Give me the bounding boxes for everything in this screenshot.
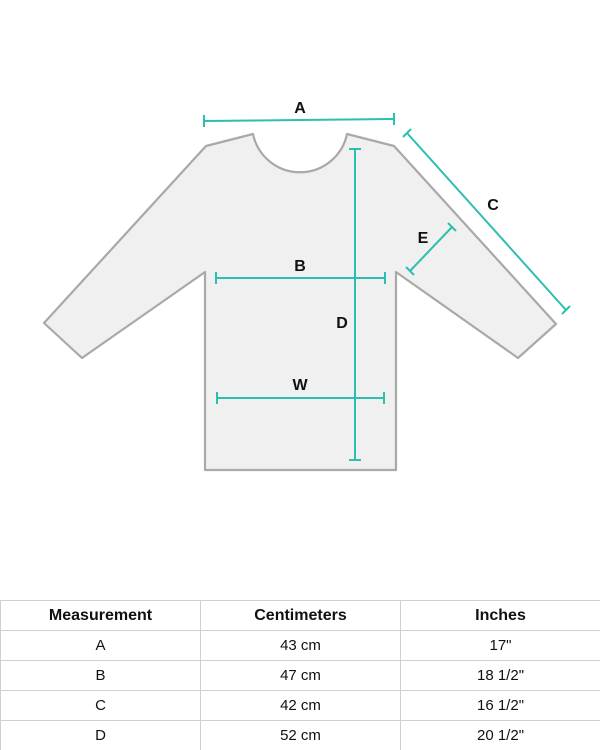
sweater-outline [44,134,556,470]
cell-measurement: B [1,661,201,691]
cell-inches: 20 1/2" [401,721,600,750]
header-centimeters: Centimeters [201,601,401,631]
header-inches: Inches [401,601,600,631]
measure-label-c: C [487,197,499,214]
cell-inches: 18 1/2" [401,661,600,691]
cell-measurement: C [1,691,201,721]
table-row [1,721,600,750]
cell-centimeters: 43 cm [201,631,401,661]
header-measurement: Measurement [1,601,201,631]
cell-measurement: D [1,721,201,750]
measure-label-w: W [292,377,308,394]
cell-centimeters: 47 cm [201,661,401,691]
table-header-row [1,601,600,631]
measure-label-d: D [336,315,348,332]
measure-label-b: B [294,258,306,275]
cell-inches: 16 1/2" [401,691,600,721]
measure-label-a: A [294,100,306,117]
table-row [1,631,600,661]
cell-centimeters: 42 cm [201,691,401,721]
cell-inches: 17" [401,631,600,661]
table-row [1,661,600,691]
size-chart-table [0,600,600,750]
measure-label-e: E [417,230,429,247]
cell-centimeters: 52 cm [201,721,401,750]
table-row [1,691,600,721]
cell-measurement: A [1,631,201,661]
